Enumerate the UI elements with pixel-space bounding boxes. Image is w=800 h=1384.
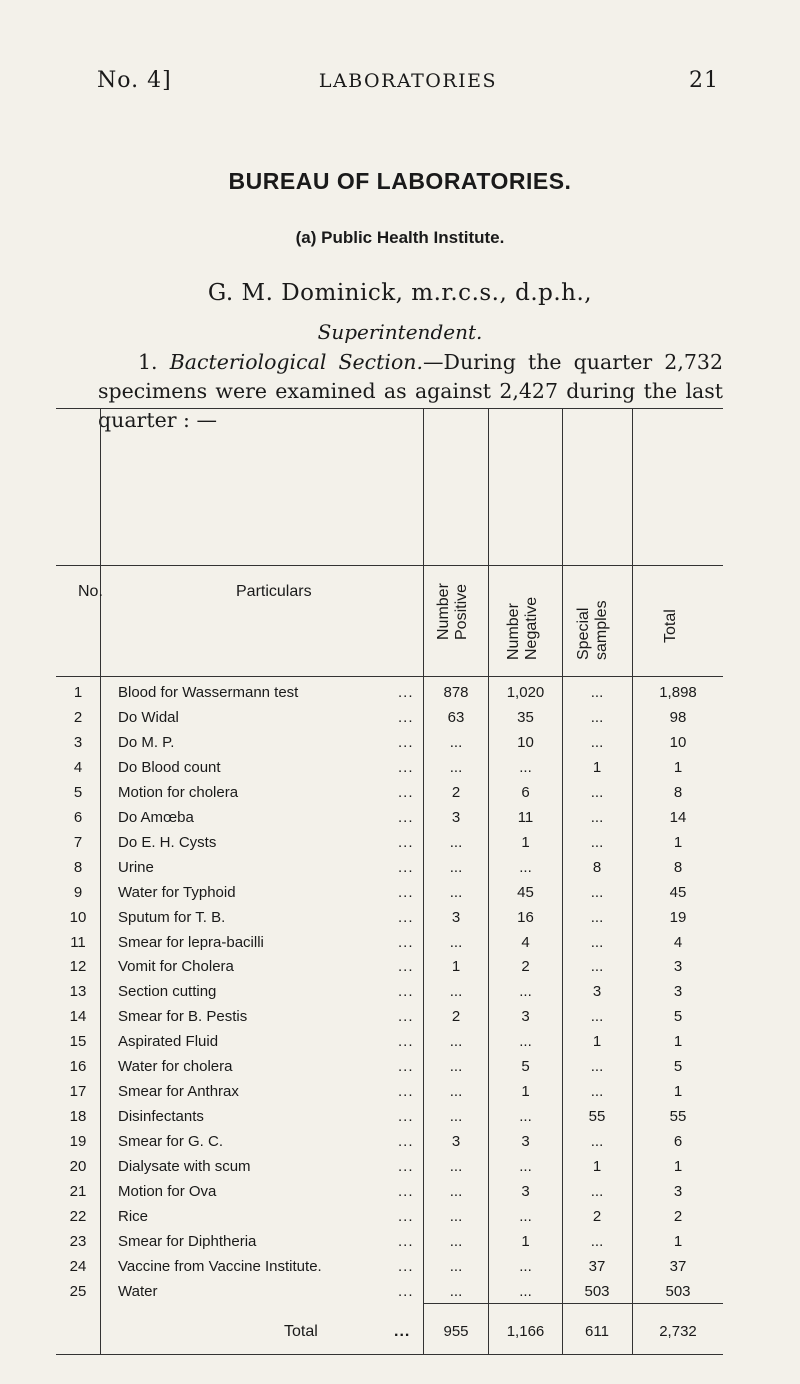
- row-particulars: Smear for B. Pestis: [118, 1008, 248, 1025]
- row-total: 1: [673, 834, 683, 851]
- row-number: 12: [69, 958, 87, 975]
- row-number: 22: [69, 1208, 87, 1225]
- row-negative: ...: [519, 1208, 532, 1225]
- row-negative: 3: [521, 1183, 530, 1200]
- row-negative: 4: [521, 934, 530, 951]
- row-number: 17: [69, 1083, 87, 1100]
- row-leader-dots: ...: [398, 1258, 414, 1275]
- row-leader-dots: ...: [398, 684, 414, 701]
- author-line: G. M. Dominick, m.r.c.s., d.p.h.,: [207, 280, 593, 306]
- row-positive: 3: [451, 1133, 461, 1150]
- row-negative: ...: [519, 1158, 532, 1175]
- row-special: ...: [590, 709, 604, 726]
- row-total: 19: [669, 909, 687, 926]
- row-leader-dots: ...: [398, 709, 414, 726]
- row-negative: 1: [521, 1083, 530, 1100]
- row-particulars: Water: [118, 1283, 158, 1300]
- row-negative: ...: [519, 759, 532, 776]
- header-rule-a: [56, 565, 723, 566]
- row-number: 18: [69, 1108, 87, 1125]
- row-leader-dots: ...: [398, 909, 414, 926]
- row-total: 3: [673, 958, 683, 975]
- row-number: 5: [73, 784, 83, 801]
- row-total: 37: [669, 1258, 687, 1275]
- section-name: Bacteriological Section.: [169, 350, 424, 374]
- row-leader-dots: ...: [398, 983, 414, 1000]
- row-total: 6: [673, 1133, 683, 1150]
- row-number: 24: [69, 1258, 87, 1275]
- row-leader-dots: ...: [398, 884, 414, 901]
- row-number: 16: [69, 1058, 87, 1075]
- header-total-line1: Total: [662, 609, 679, 643]
- row-particulars: Smear for Anthrax: [118, 1083, 239, 1100]
- author-role: Superintendent.: [317, 320, 483, 344]
- row-number: 19: [69, 1133, 87, 1150]
- row-number: 2: [73, 709, 83, 726]
- totals-total: 2,732: [659, 1323, 697, 1340]
- row-positive: 63: [447, 709, 465, 726]
- row-negative: 1,020: [506, 684, 545, 701]
- row-particulars: Vomit for Cholera: [118, 958, 234, 975]
- row-leader-dots: ...: [398, 759, 414, 776]
- row-negative: ...: [519, 1258, 532, 1275]
- row-number: 10: [69, 909, 87, 926]
- header-positive-line2: Positive: [453, 583, 470, 640]
- row-leader-dots: ...: [398, 1108, 414, 1125]
- row-special: ...: [590, 784, 604, 801]
- institute-subtitle: (a) Public Health Institute.: [295, 228, 505, 247]
- row-total: 2: [673, 1208, 683, 1225]
- row-positive: 1: [451, 958, 461, 975]
- row-negative: ...: [519, 983, 532, 1000]
- row-leader-dots: ...: [398, 809, 414, 826]
- row-total: 3: [673, 1183, 683, 1200]
- row-special: ...: [590, 1233, 604, 1250]
- row-total: 45: [669, 884, 687, 901]
- header-positive: [435, 490, 470, 640]
- row-special: 37: [588, 1258, 606, 1275]
- paragraph-number: 1.: [138, 350, 158, 374]
- row-total: 3: [673, 983, 683, 1000]
- row-special: ...: [590, 684, 604, 701]
- row-leader-dots: ...: [398, 1133, 414, 1150]
- row-positive: ...: [449, 1108, 463, 1125]
- running-title: LABORATORIES: [318, 70, 498, 92]
- totals-dots: ...: [394, 1323, 411, 1340]
- row-leader-dots: ...: [398, 1058, 414, 1075]
- row-leader-dots: ...: [398, 1183, 414, 1200]
- row-particulars: Do E. H. Cysts: [118, 834, 217, 851]
- totals-positive: 955: [443, 1323, 469, 1340]
- row-special: 2: [592, 1208, 602, 1225]
- row-special: ...: [590, 909, 604, 926]
- row-number: 25: [69, 1283, 87, 1300]
- row-leader-dots: ...: [398, 859, 414, 876]
- row-positive: ...: [449, 1283, 463, 1300]
- row-particulars: Motion for Ova: [118, 1183, 217, 1200]
- row-special: ...: [590, 809, 604, 826]
- row-total: 10: [669, 734, 687, 751]
- row-particulars: Vaccine from Vaccine Institute.: [118, 1258, 322, 1275]
- row-particulars: Section cutting: [118, 983, 217, 1000]
- row-particulars: Smear for G. C.: [118, 1133, 224, 1150]
- row-total: 1: [673, 1158, 683, 1175]
- row-particulars: Do Widal: [118, 709, 179, 726]
- paragraph-text: —During the quarter 2,732 specimens were examined as against 2,427 during the last quarter : —: [98, 350, 723, 432]
- row-positive: ...: [449, 1183, 463, 1200]
- row-positive: ...: [449, 884, 463, 901]
- row-number: 13: [69, 983, 87, 1000]
- row-special: ...: [590, 958, 604, 975]
- row-special: 503: [584, 1283, 610, 1300]
- row-negative: 10: [517, 734, 534, 751]
- header-special: [575, 510, 610, 660]
- row-negative: ...: [519, 1033, 532, 1050]
- row-particulars: Water for Typhoid: [118, 884, 236, 901]
- row-special: 3: [592, 983, 602, 1000]
- row-special: 1: [592, 1158, 602, 1175]
- row-negative: 1: [521, 1233, 530, 1250]
- row-positive: ...: [449, 1033, 463, 1050]
- row-total: 5: [673, 1058, 683, 1075]
- row-positive: ...: [449, 934, 463, 951]
- row-special: ...: [590, 934, 604, 951]
- row-particulars: Dialysate with scum: [118, 1158, 251, 1175]
- row-negative: 45: [517, 884, 534, 901]
- row-particulars: Do M. P.: [118, 734, 175, 751]
- row-special: ...: [590, 1008, 604, 1025]
- table-top-rule: [56, 408, 723, 409]
- row-negative: 35: [517, 709, 534, 726]
- row-particulars: Sputum for T. B.: [118, 909, 226, 926]
- row-number: 7: [73, 834, 83, 851]
- row-special: 1: [592, 759, 602, 776]
- row-particulars: Motion for cholera: [118, 784, 239, 801]
- table-bottom-rule: [56, 1354, 723, 1355]
- row-particulars: Blood for Wassermann test: [118, 684, 299, 701]
- totals-rule: [423, 1303, 723, 1304]
- row-total: 503: [665, 1283, 691, 1300]
- row-total: 1: [673, 1233, 683, 1250]
- row-particulars: Smear for lepra-bacilli: [118, 934, 264, 951]
- row-particulars: Do Blood count: [118, 759, 221, 776]
- row-total: 1,898: [659, 684, 697, 701]
- row-number: 3: [73, 734, 83, 751]
- row-special: 1: [592, 1033, 602, 1050]
- row-positive: ...: [449, 1208, 463, 1225]
- row-total: 1: [673, 1033, 683, 1050]
- row-negative: ...: [519, 1283, 532, 1300]
- row-leader-dots: ...: [398, 1233, 414, 1250]
- row-total: 55: [669, 1108, 687, 1125]
- col-rule-no: [100, 408, 101, 1354]
- row-special: ...: [590, 734, 604, 751]
- row-total: 8: [673, 859, 683, 876]
- header-negative: [505, 510, 540, 660]
- row-negative: 11: [517, 809, 534, 826]
- row-total: 98: [669, 709, 687, 726]
- row-leader-dots: ...: [398, 934, 414, 951]
- row-positive: ...: [449, 1233, 463, 1250]
- row-total: 5: [673, 1008, 683, 1025]
- row-number: 21: [69, 1183, 87, 1200]
- header-particulars: Particulars: [236, 583, 312, 600]
- row-number: 4: [73, 759, 83, 776]
- row-positive: 2: [451, 1008, 461, 1025]
- totals-negative: 1,166: [506, 1323, 545, 1340]
- row-total: 1: [673, 1083, 683, 1100]
- row-particulars: Rice: [118, 1208, 149, 1225]
- row-special: ...: [590, 834, 604, 851]
- row-total: 8: [673, 784, 683, 801]
- row-particulars: Aspirated Fluid: [118, 1033, 219, 1050]
- row-particulars: Smear for Diphtheria: [118, 1233, 257, 1250]
- row-negative: 1: [521, 834, 530, 851]
- row-negative: 5: [521, 1058, 530, 1075]
- row-negative: ...: [519, 1108, 532, 1125]
- row-number: 14: [69, 1008, 87, 1025]
- row-leader-dots: ...: [398, 834, 414, 851]
- row-special: 55: [588, 1108, 606, 1125]
- row-positive: ...: [449, 834, 463, 851]
- row-positive: ...: [449, 1258, 463, 1275]
- row-total: 4: [673, 934, 683, 951]
- row-leader-dots: ...: [398, 1083, 414, 1100]
- row-leader-dots: ...: [398, 1008, 414, 1025]
- row-number: 20: [69, 1158, 87, 1175]
- row-particulars: Water for cholera: [118, 1058, 233, 1075]
- row-positive: 3: [451, 809, 461, 826]
- row-positive: ...: [449, 1058, 463, 1075]
- row-negative: 2: [521, 958, 530, 975]
- row-negative: 16: [517, 909, 534, 926]
- row-positive: 878: [443, 684, 469, 701]
- row-leader-dots: ...: [398, 1033, 414, 1050]
- header-negative-line2: Negative: [523, 596, 540, 660]
- row-negative: 6: [521, 784, 530, 801]
- row-number: 8: [73, 859, 83, 876]
- row-negative: 3: [521, 1133, 530, 1150]
- row-number: 1: [73, 684, 83, 701]
- row-positive: ...: [449, 859, 463, 876]
- row-leader-dots: ...: [398, 958, 414, 975]
- totals-label: Total: [284, 1323, 318, 1340]
- row-positive: 3: [451, 909, 461, 926]
- header-special-line1: Special: [575, 607, 592, 660]
- header-positive-line1: Number: [435, 583, 452, 640]
- row-negative: ...: [519, 859, 532, 876]
- row-total: 14: [669, 809, 687, 826]
- row-number: 15: [69, 1033, 87, 1050]
- row-leader-dots: ...: [398, 1208, 414, 1225]
- header-no: No.: [78, 583, 103, 600]
- row-special: ...: [590, 1083, 604, 1100]
- row-particulars: Urine: [118, 859, 154, 876]
- row-leader-dots: ...: [398, 1283, 414, 1300]
- row-particulars: Do Amœba: [118, 809, 194, 826]
- row-number: 6: [73, 809, 83, 826]
- row-special: ...: [590, 884, 604, 901]
- row-positive: ...: [449, 1158, 463, 1175]
- row-positive: ...: [449, 734, 463, 751]
- row-special: ...: [590, 1133, 604, 1150]
- header-bottom-rule: [56, 676, 723, 677]
- row-special: 8: [592, 859, 602, 876]
- row-negative: 3: [521, 1008, 530, 1025]
- row-number: 11: [70, 934, 86, 951]
- row-special: ...: [590, 1183, 604, 1200]
- row-positive: ...: [449, 759, 463, 776]
- row-number: 9: [73, 884, 83, 901]
- row-leader-dots: ...: [398, 734, 414, 751]
- row-positive: ...: [449, 1083, 463, 1100]
- row-total: 1: [673, 759, 683, 776]
- row-leader-dots: ...: [398, 1158, 414, 1175]
- header-total: [662, 493, 682, 643]
- issue-number: No. 4]: [97, 68, 172, 93]
- bureau-title: BUREAU OF LABORATORIES.: [228, 168, 572, 194]
- row-positive: ...: [449, 983, 463, 1000]
- row-special: ...: [590, 1058, 604, 1075]
- row-particulars: Disinfectants: [118, 1108, 204, 1125]
- row-positive: 2: [451, 784, 461, 801]
- totals-special: 611: [585, 1323, 609, 1340]
- header-negative-line1: Number: [505, 603, 522, 660]
- row-number: 23: [69, 1233, 87, 1250]
- row-leader-dots: ...: [398, 784, 414, 801]
- page-number: 21: [689, 68, 719, 93]
- header-special-line2: samples: [593, 600, 610, 660]
